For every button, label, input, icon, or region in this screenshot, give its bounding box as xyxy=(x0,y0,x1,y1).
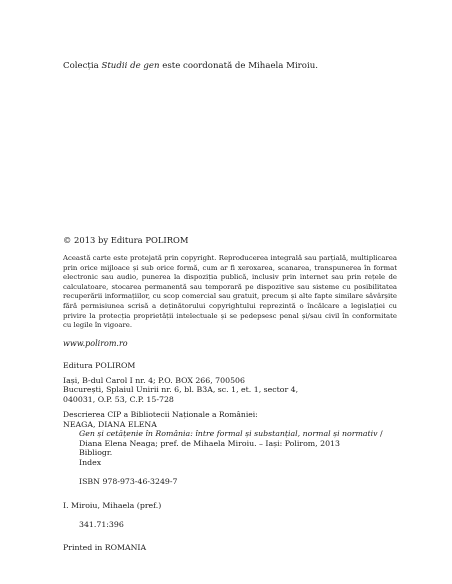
legal-notice: Această carte este protejată prin copyright. Reproducerea integrală sau parțială, multiplicarea prin orice mijloace și sub orice formă, cum ar fi xeroxarea, scanarea, transpunerea în format electronic sau audio, punerea la dispoziția publică, inclusiv prin internet sau prin rețele de calculatoare, stocarea permanentă sau temporară pe dispozitive sau sisteme cu posibilitatea recuperării informațiilor, cu scop comercial sau gratuit, precum și alte fapte similare săvârșite fără permisiunea scrisă a deținătorului copyrightului reprezintă o încălcare a legislației cu privire la protecția proprietății intelectuale și se pedepsesc penal și/sau civil în conformitate cu legile în vigoare. xyxy=(63,254,397,330)
cip-author: NEAGA, DIANA ELENA xyxy=(63,419,157,429)
cip-title-italic: Gen și cetățenie în România: între formal și substanțial, normal și normativ xyxy=(79,429,378,439)
copyright-line: © 2013 by Editura POLIROM xyxy=(63,235,189,245)
series-name: Studii de gen xyxy=(101,61,160,71)
series-note-suffix: este coordonată de Mihaela Miroiu. xyxy=(159,61,318,71)
cip-title-rest: / Diana Elena Neaga; pref. de Mihaela Miroiu. – Iași: Polirom, 2013 xyxy=(79,429,383,448)
publisher-address-line: Iași, B-dul Carol I nr. 4; P.O. BOX 266, 700506 xyxy=(63,375,245,385)
website-url: www.polirom.ro xyxy=(63,339,128,348)
isbn: ISBN 978-973-46-3249-7 xyxy=(79,476,178,486)
printed-in: Printed in ROMANIA xyxy=(63,543,147,552)
classification-code: 341.71:396 xyxy=(79,519,124,529)
publisher-name: Editura POLIROM xyxy=(63,361,136,370)
cip-note: Bibliogr. xyxy=(79,448,113,458)
publisher-address-line: București, Splaiul Unirii nr. 6, bl. B3A, sc. 1, et. 1, sector 4, xyxy=(63,385,299,395)
cip-heading: Descrierea CIP a Bibliotecii Naționale a României: xyxy=(63,410,258,419)
index-entry: I. Miroiu, Mihaela (pref.) xyxy=(63,501,162,510)
cip-title xyxy=(63,429,397,448)
cip-block xyxy=(63,410,393,486)
cip-note: Index xyxy=(79,457,102,467)
series-note xyxy=(63,61,393,72)
publisher-block xyxy=(63,361,393,404)
publisher-address-line: 040031, O.P. 53, C.P. 15-728 xyxy=(63,394,174,404)
index-block xyxy=(63,501,393,529)
series-note-prefix: Colecția xyxy=(63,61,102,71)
